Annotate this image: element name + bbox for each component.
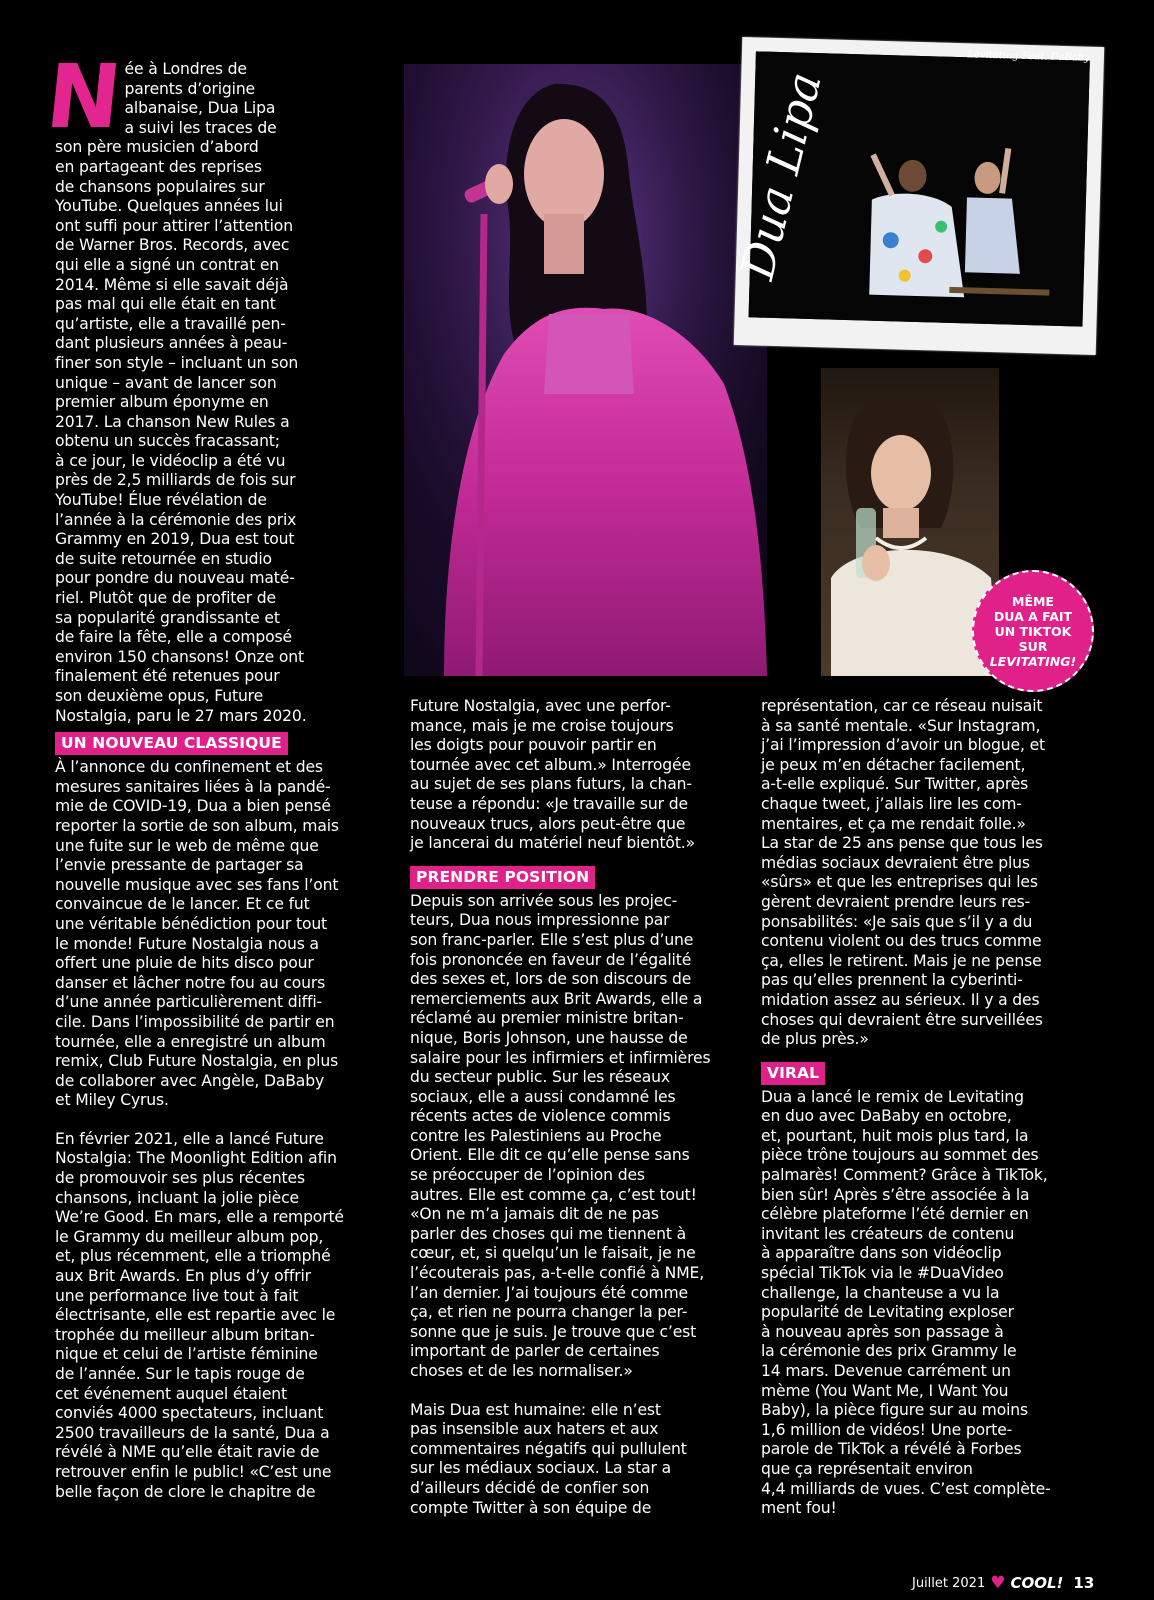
section-heading-nouveau-classique: UN NOUVEAU CLASSIQUE (55, 732, 288, 755)
paragraph: Mais Dua est humaine: elle n’est pas insensible aux haters et aux commentaires négatifs qui pullulent sur les médiaux sociaux. La star a d’ailleurs décidé de confier son compte Twitter à son équipe de (410, 1400, 687, 1517)
paragraph: Depuis son arrivée sous les projec- teurs, Dua nous impressionne par son franc-parler. Elle s’est plus d’une fois prononcée en faveur de l’égalité des sexes et, lors de son discours de remerciements aux Brit Awards, elle a réclamé au premier ministre britan- nique, Boris Johnson, une hausse de salaire pour les infirmiers et infirmières du secteur public. Sur les réseaux sociaux, elle a aussi condamné les récents actes de violence commis contre les Palestiniens au Proche Orient. Elle dit ce qu’elle pense sans se préoccuper de l’opinion des autres. Elle est comme ça, c’est tout! «On ne m’a jamais dit de ne pas parler des choses qui me tiennent à cœur, et, si quelqu’un le faisait, je ne l’écouterais pas, a-t-elle confié à NME, l’an dernier. J’ai toujours été comme ça, et rien ne pourra changer la per- sonne que je suis. Je trouve que c’est important de parler de certaines choses et de les normaliser.» (410, 891, 711, 1380)
magazine-brand: COOL! (1010, 1574, 1064, 1592)
singer-illustration (404, 64, 767, 676)
paragraph: Dua a lancé le remix de Levitating en duo avec DaBaby en octobre, et, pourtant, huit mois plus tard, la pièce trône toujours au sommet des palmarès! Comment? Grâce à TikTok, bien sûr! Après s’être associée à la célèbre plateforme l’été dernier en invitant les créateurs de contenu à apparaître dans son vidéoclip spécial TikTok via le #DuaVideo challenge, la chanteuse a vu la popularité de Levitating exploser à nouveau après son passage à la cérémonie des prix Grammy le 14 mars. Devenue carrément un mème (You Want Me, I Want You Baby), la pièce figure sur au moins 1,6 million de vidéos! Une porte- parole de TikTok a révélé à Forbes que ça représentait environ 4,4 milliards de vues. C’est complète- ment fou! (761, 1087, 1051, 1518)
album-title: Levitating Feat. DaBaby (967, 49, 1091, 64)
drop-cap: N (41, 45, 126, 148)
tiktok-badge (972, 570, 1094, 692)
paragraph: représentation, car ce réseau nuisait à sa santé mentale. «Sur Instagram, j’ai l’impression d’avoir un blogue, et je peux m’en détacher facilement, a-t-elle expliqué. Sur Twitter, après chaque tweet, j’allais lire les com- mentaires, et ça me rendait folle.» La star de 25 ans pense que tous les médias sociaux devraient être plus «sûrs» et que les entreprises qui les gèrent devraient prendre leurs res- ponsabilités: «Je sais que s’il y a du contenu violent ou des trucs comme ça, elles le retirent. Mais je ne pense pas qu’elles prennent la cyberinti- midation assez au sérieux. Il y a des choses qui devraient être surveillées de plus près.» (761, 697, 1045, 1049)
album-cover-polaroid (729, 37, 1104, 355)
column-1 (41, 45, 395, 1502)
badge-line: DUA A FAIT (993, 608, 1073, 624)
badge-line: LEVITATING! (989, 653, 1077, 669)
paragraph: À l’annonce du confinement et des mesures sanitaires liées à la pandé- mie de COVID-19, Dua a bien pensé reporter la sortie de son album, mais une fuite sur le web de même que l’envie pressante de partager sa nouvelle musique avec ses fans l’ont convaincue de le lancer. Et ce fut une véritable bénédiction pour tout le monde! Future Nostalgia nous a offert une pluie de hits disco pour danser et lâcher notre fou au cours d’une année particulièrement diffi- cile. Dans l’impossibilité de partir en tournée, elle a enregistré un album remix, Club Future Nostalgia, en plus de collaborer avec Angèle, DaBaby et Miley Cyrus. (55, 758, 339, 1110)
page-footer (912, 1573, 1094, 1593)
album-cover-image (729, 51, 1090, 326)
concert-photo (404, 64, 767, 676)
badge-line: MÊME (1012, 593, 1054, 609)
column-3 (761, 697, 1101, 1519)
paragraph: En février 2021, elle a lancé Future Nostalgia: The Moonlight Edition afin de promouvoir ses plus récentes chansons, incluant la jolie pièce We’re Good. En mars, elle a remporté le Grammy du meilleur album pop, et, plus récemment, elle a triomphé aux Brit Awards. En plus d’y offrir une performance live tout à fait électrisante, elle est repartie avec le trophée du meilleur album britan- nique et celui de l’artiste féminine de l’année. Sur le tapis rouge de cet événement auquel étaient conviés 4000 spectateurs, incluant 2500 travailleurs de la santé, Dua a révélé à NME qu’elle était ravie de retrouver enfin le public! «C’est une belle façon de clore le chapitre de (55, 1129, 344, 1501)
section-heading-prendre-position: PRENDRE POSITION (410, 866, 595, 889)
heart-icon: ♥ (990, 1573, 1006, 1593)
issue-date: Juillet 2021 (912, 1575, 986, 1591)
paragraph: Future Nostalgia, avec une perfor- mance, mais je me croise toujours les doigts pour pouvoir partir en tournée avec cet album.» Interrogée au sujet de ses plans futurs, la chan- teuse a répondu: «Je travaille sur de nouveaux trucs, alors peut-être que je lancerai du matériel neuf bientôt.» (410, 697, 695, 853)
album-script-lettering: Dua Lipa (729, 67, 832, 285)
page-number: 13 (1073, 1574, 1095, 1592)
intro-paragraph: ée à Londres de parents d’origine albanaise, Dua Lipa a suivi les traces de son père musicien d’abord en partageant des reprises de chansons populaires sur YouTube. Quelques années lui ont suffi pour attirer l’attention de Warner Bros. Records, avec qui elle a signé un contrat en 2014. Même si elle savait déjà pas mal qui elle était en tant qu’artiste, elle a travaillé pen- dant plusieurs années à peau- finer son style – incluant un son unique – avant de lancer son premier album éponyme en 2017. La chanson New Rules a obtenu un succès fracassant; à ce jour, le vidéoclip a été vu près de 2,5 milliards de fois sur YouTube! Élue révélation de l’année à la cérémonie des prix Grammy en 2019, Dua est tout de suite retournée en studio pour pondre du nouveau maté- riel. Plutôt que de profiter de sa popularité grandissante et de faire la fête, elle a composé environ 150 chansons! Onze ont finalement été retenues pour son deuxième opus, Future Nostalgia, paru le 27 mars 2020. (55, 60, 307, 725)
column-2 (410, 697, 745, 1518)
section-heading-viral: VIRAL (761, 1062, 825, 1085)
badge-line: UN TIKTOK SUR (994, 623, 1072, 654)
